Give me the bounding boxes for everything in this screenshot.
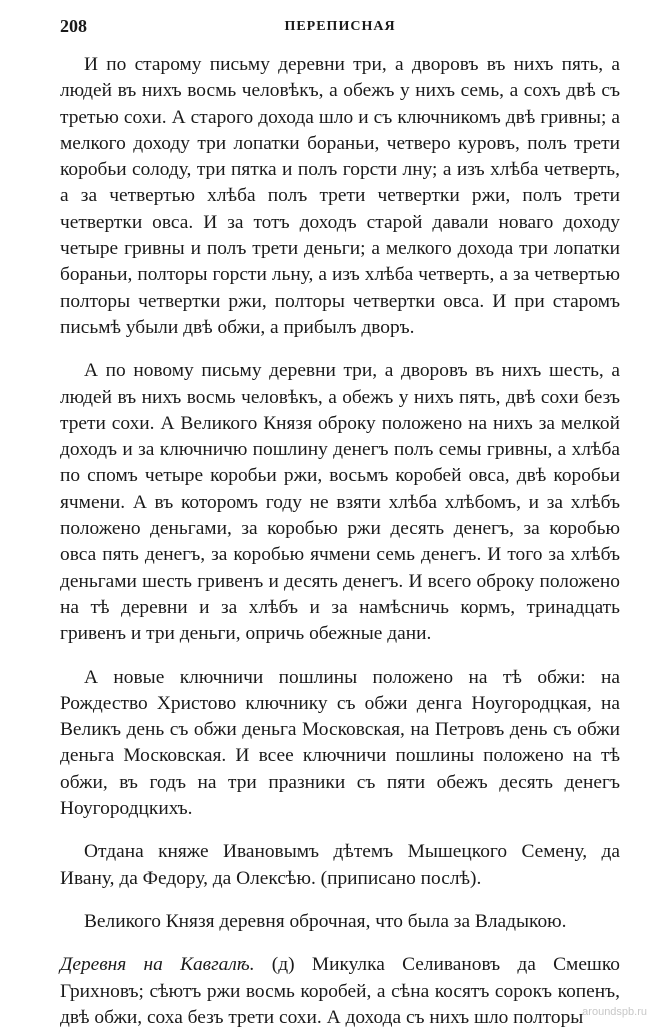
page-header	[60, 16, 620, 40]
paragraph-new-census: А по новому письму деревни три, а дворовъ въ нихъ шесть, а людей въ нихъ восмь человѣкъ, а обежъ у нихъ пять, двѣ сохи безъ трети сохи. А Великого Князя оброку положено на нихъ за мелкой доходъ и за ключничю пошлину денегъ полъ семы гривны, а хлѣба по спомъ четыре коробьи ржи, восьмъ коробей овса, двѣ коробьи ячмени. А въ которомъ году не взяти хлѣба хлѣбомъ, и за хлѣбъ положено деньгами, за коробью ржи десять денегъ, за коробью овса пять денегъ, за коробью ячмени семь денегъ. И того за хлѣбъ деньгами шесть гривенъ и десять денегъ. И всего оброку положено на тѣ деревни и за хлѣбъ и за намѣсничь кормъ, тринадцать гривенъ и три деньги, опричь обежные дани.	[60, 360, 620, 645]
village-description: (д) Микулка Селивановъ да Смешко Грихновъ; сѣютъ ржи восмь коробей, а сѣна косятъ сорокъ копенъ, двѣ обжи, соха безъ трети сохи. А дохода съ нихъ шло полторы	[60, 954, 620, 1028]
village-heading: Деревня на Кавгалѣ.	[60, 954, 255, 976]
paragraph-old-census: И по старому письму деревни три, а дворовъ въ нихъ пять, а людей въ нихъ восмь человѣкъ, а обежъ у нихъ семь, а сохъ двѣ съ третью сохи. А старого дохода шло и съ ключникомъ двѣ гривны; а мелкого доходу три лопатки бораньи, четверо куровъ, полъ трети коробьи солоду, три пятка и полъ горсти лну; а изъ хлѣба четверть, а за четвертью хлѣба полъ трети четвертки ржи, полъ трети четвертки овса. И за тотъ доходъ старой давали новаго доходу четыре гривны и полъ трети деньги; а мелкого дохода три лопатки бораньи, полторы горсти льну, а изъ хлѣба четверть, а за четвертью полторы четвертки ржи, полторы четвертки овса. И при старомъ письмѣ убыли двѣ обжи, а прибылъ дворъ.	[60, 54, 620, 338]
paragraph-new-fees: А новые ключничи пошлины положено на тѣ обжи: на Рождество Христово ключнику съ обжи денга Ноугородцкая, на Великъ день съ обжи деньга Московская, на Петровъ день съ обжи деньга Московская. И всее ключничи пошлины положено на тѣ обжи, въ годъ на три празники съ пяти обежъ десять денегъ Ноугородцкихъ.	[60, 666, 620, 820]
paragraph-grand-prince-village: Великого Князя деревня оброчная, что была за Владыкою.	[84, 910, 567, 932]
running-title: ПЕРЕПИСНАЯ	[284, 19, 396, 34]
paragraph-kavgala-village	[60, 952, 620, 1031]
watermark: aroundspb.ru	[582, 1006, 647, 1018]
paragraph-given-to: Отдана княже Ивановымъ дѣтемъ Мышецкого Семену, да Ивану, да Федору, да Олексѣю. (приписано послѣ).	[60, 841, 620, 889]
body-text	[60, 52, 620, 1031]
page-number: 208	[60, 16, 87, 36]
